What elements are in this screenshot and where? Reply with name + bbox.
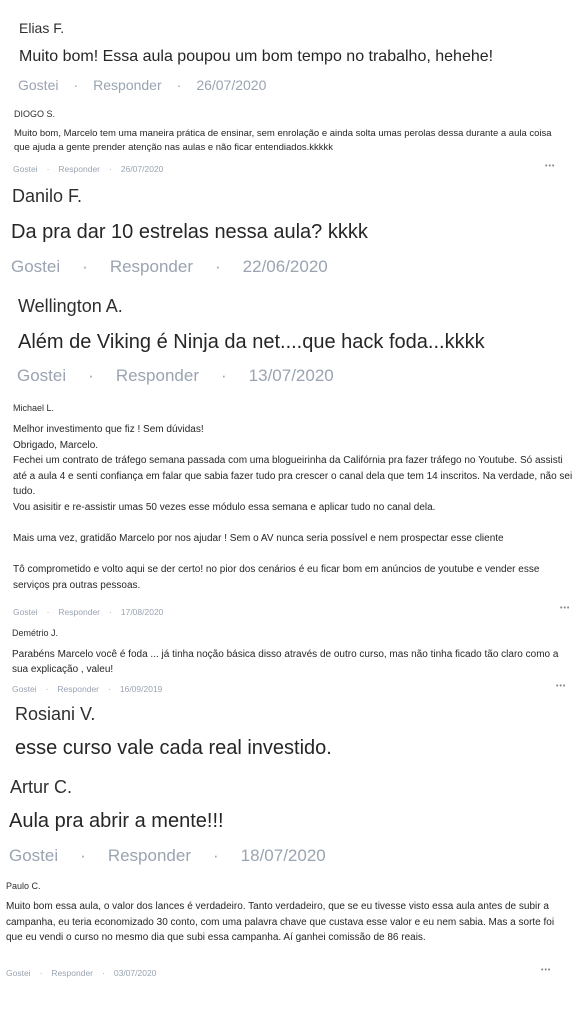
comment-text: Muito bom essa aula, o valor dos lances é verdadeiro. Tanto verdadeiro, que se eu tivesse visto essa aula antes de subir a campanha, eu teria economizado 30 conto, com uma palavra chave que custava esse valor e eu nem sabia. Mas a sorte foi que eu vendi o curso no mesmo dia que subi essa campanha. Aí ganhei comissão de 86 reais. — [6, 901, 555, 943]
comment-date: 17/08/2020 — [120, 607, 164, 617]
separator: · — [214, 257, 221, 276]
separator: · — [176, 77, 182, 93]
separator: · — [109, 607, 112, 617]
like-button[interactable]: Gostei — [12, 684, 37, 694]
comment-author: Rosiani V. — [15, 704, 96, 724]
comment-actions — [11, 257, 328, 277]
comment-text: Da pra dar 10 estrelas nessa aula? kkkk — [11, 221, 368, 243]
reply-button[interactable]: Responder — [51, 968, 94, 978]
more-options-icon[interactable]: ••• — [556, 683, 567, 690]
comment-text: esse curso vale cada real investido. — [15, 737, 332, 759]
separator: · — [82, 257, 88, 276]
separator: · — [102, 968, 105, 978]
comment-author: Elias F. — [19, 20, 65, 36]
comment-author: DIOGO S. — [14, 109, 56, 119]
comment-date: 13/07/2020 — [248, 366, 334, 385]
comment-actions — [6, 968, 156, 978]
comment-date: 03/07/2020 — [113, 968, 157, 978]
comment-text: Muito bom! Essa aula poupou um bom tempo no trabalho, hehehe! — [19, 48, 494, 65]
comment-date: 22/06/2020 — [242, 257, 328, 276]
comment-actions — [12, 684, 162, 694]
reply-button[interactable]: Responder — [58, 607, 101, 617]
comment-author: Artur C. — [10, 777, 73, 797]
separator: · — [73, 77, 79, 93]
like-button[interactable]: Gostei — [18, 77, 59, 93]
comment-author: Wellington A. — [18, 296, 123, 316]
separator: · — [80, 846, 86, 865]
separator: · — [220, 366, 227, 385]
comment-date: 26/07/2020 — [196, 77, 267, 93]
like-button[interactable]: Gostei — [13, 607, 38, 617]
separator: · — [45, 684, 49, 694]
like-button[interactable]: Gostei — [9, 846, 59, 865]
comment-author: Danilo F. — [12, 186, 83, 206]
like-button[interactable]: Gostei — [11, 257, 61, 276]
reply-button[interactable]: Responder — [115, 366, 199, 385]
reply-button[interactable]: Responder — [109, 257, 193, 276]
like-button[interactable]: Gostei — [6, 968, 31, 978]
comment-date: 16/09/2019 — [119, 684, 163, 694]
comment-actions — [13, 607, 163, 617]
like-button[interactable]: Gostei — [17, 366, 67, 385]
comment-date: 18/07/2020 — [240, 846, 326, 865]
separator: · — [108, 684, 111, 694]
comment-actions — [9, 846, 326, 866]
comment-text: Parabéns Marcelo você é foda ... já tinha noção básica disso através de outro curso, mas não tinha ficado tão claro como a sua explicação , valeu! — [12, 649, 559, 675]
reply-button[interactable]: Responder — [58, 164, 101, 174]
reply-button[interactable]: Responder — [57, 684, 100, 694]
more-options-icon[interactable]: ••• — [541, 967, 552, 974]
comment-actions — [18, 77, 266, 93]
comment-text: Aula pra abrir a mente!!! — [9, 810, 224, 832]
like-button[interactable]: Gostei — [13, 164, 38, 174]
separator: · — [88, 366, 94, 385]
separator: · — [212, 846, 219, 865]
separator: · — [46, 607, 50, 617]
comment-author: Michael L. — [13, 403, 55, 413]
comment-actions — [13, 164, 163, 174]
reply-button[interactable]: Responder — [93, 77, 162, 93]
comment-author: Demétrio J. — [12, 628, 59, 638]
reply-button[interactable]: Responder — [107, 846, 191, 865]
comment-actions — [17, 366, 334, 386]
separator: · — [109, 164, 112, 174]
comment-text: Além de Viking é Ninja da net....que hack foda...kkkk — [18, 331, 485, 353]
comment-text: Muito bom, Marcelo tem uma maneira prática de ensinar, sem enrolação e ainda solta umas perolas dessa durante a aula coisa que ajuda a gente prender atenção nas aulas e não ficar entendiados.kkkkk — [14, 128, 552, 153]
comment-author: Paulo C. — [6, 881, 41, 891]
separator: · — [46, 164, 50, 174]
more-options-icon[interactable]: ••• — [545, 163, 556, 170]
more-options-icon[interactable]: ••• — [560, 605, 571, 612]
comment-text: Melhor investimento que fiz ! Sem dúvidas! Obrigado, Marcelo. Fechei um contrato de tráfego semana passada com uma blogueirinha da Califórnia pra fazer tráfego no Youtube. Só assisti até a aula 4 e senti confiança em falar que sabia fazer tudo pra crescer o canal dela que tem 14 inscritos. Na verdade, não sei tudo. Vou asisitir e re-assistir umas 50 vezes esse módulo essa semana e aplicar tudo no canal dela. Mais uma vez, gratidão Marcelo por nos ajudar ! Sem o AV nunca seria possível e nem prospectar esse cliente Tô comprometido e volto aqui se der certo! no pior dos cenários é eu ficar bom em anúncios de youtube e vender esse serviços pra outras pessoas. — [13, 424, 573, 591]
comment-date: 26/07/2020 — [120, 164, 164, 174]
separator: · — [39, 968, 43, 978]
